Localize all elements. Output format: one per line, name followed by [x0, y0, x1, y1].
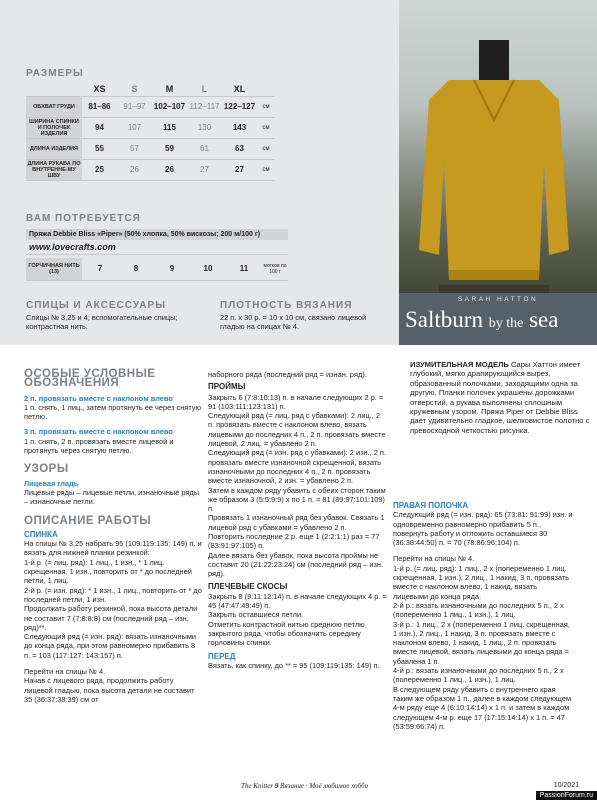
- need-heading: ВАМ ПОТРЕБУЕТСЯ: [26, 213, 141, 224]
- intro-text: ИЗУМИТЕЛЬНАЯ МОДЕЛЬ Сары Хаттон имеет глубокий, мягко драпирующийся вырез, образованный полочками, заходящими одна за другую. Планки полочек украшены дорожками отверстий, а рукава выполнены сплошным кружевным узором. Пряжа Piper от Debbie Bliss дает удивительно гладкое, шелковистое полотно с превосходной четкостью рисунка.: [410, 360, 590, 435]
- page-footer: [0, 779, 597, 793]
- needles-heading: СПИЦЫ И АКСЕССУАРЫ: [26, 300, 166, 311]
- gauge-text: 22 п. x 30 р. = 10 x 10 см, связано лицевой гладью на спицах № 4.: [220, 313, 367, 331]
- gauge-heading: ПЛОТНОСТЬ ВЯЗАНИЯ: [220, 300, 353, 311]
- column-2: наборного ряда (последний ряд = изнан. ряд). ПРОЙМЫ Закрыть 6 (7:8:10:13) п. в начале следующих 2 р. = 91 (103:111:123:131) п. Следующий ряд (= лиц. ряд с убавками): 2 лиц., 2 п. провязать вместе с наклоном влево, вязать лицевыми до последних 4 п., 2 п. провязать вместе лицевой, 2 лиц. = убавлено 2 п. Следующий ряд (= изн. ряд с убавками): 2 изн., 2 п. провязать вместе изнаночной скрещенной, вязать изнаночными до последних 4 п., 2 п. провязать вместе изнаночной, 2 изн. = убавлено 2 п. Затем в каждом ряду убавить с обеих сторон таким же образом 3 (5:5:9:9) х по 1 п. = 81 (89:97:101:109) п. Провязать 1 изнаночный ряд без убавок. Связать 1 лицевой ряд с убавками = убавлено 2 п. Повторить последние 2 р. еще 1 (2:2:1:1) раз = 77 (83:91:97:105) п. Далее вязать без убавок, пока высота проймы не составит 20 (21:22:23:24) см (последний ряд – изн. ряд). ПЛЕЧЕВЫЕ СКОСЫ Закрыть 8 (9:11:12:14) п. в начале следующих 4 р. = 45 (47:47:49:49) п. Закрыть оставшиеся петли. Отметить контрастной нитью среднюю петлю закрытого ряда, чтобы обозначить середину горловины спинки. ПЕРЕД Вязать, как спинку, до ** = 95 (109:119:135: 149) п.: [208, 370, 387, 670]
- column-1: ОСОБЫЕ УСЛОВНЫЕ ОБОЗНАЧЕНИЯ 2 п. провязать вместе с наклоном влево 1 п. снять, 1 лиц., затем протянуть ее через снятую петлю. 3 п. провязать вместе с наклоном влево 1 п. снять, 2 п. провязать вместе лицевой и протянуть через снятую петлю. УЗОРЫ Лицевая гладь Лицевые ряды – лицевые петли, изнаночные ряды – изнаночные петли. ОПИСАНИЕ РАБОТЫ СПИНКА На спицы № 3,25 набрать 95 (109:119:135: 149) п. и вязать для нижней планки резинкой: 1-й р. (= лиц. ряд): 1 лиц., 1 изн., * 1 лиц. скрещенная, 1 изн., повторить от * до последней петли, 1 лиц. 2-й р. (= изн. ряд): * 1 изн., 1 лиц., повторить от * до последней петли, 1 изн. Продолжать работу резинкой, пока высота детали не составит 7 (7:8:8:8) см (последний ряд – изн. ряд)**. Следующий ряд (= изн. ряд): вязать изнаночными до конца ряда, при этом равномерно прибавить 8 п. = 103 (117:127: 143:157) п. Перейти на спицы № 4. Начав с лицевого ряда, продолжить работу лицевой гладью, пока высота детали не составит 35 (36:37:38:39) см от: [24, 368, 202, 704]
- watermark: PassionForum.ru: [536, 791, 597, 800]
- size-table: XS S M L XL ОБХВАТ ГРУДИ 81–86 91–97 102–107 112–117 122–127 см ШИРИНА СПИНКИ И ПОЛОЧЕК ИЗДЕЛИЯ 94 107 115 130 143 см ДЛИНА ИЗДЕЛИЯ 55 57 59 61 63 см ДЛИНА РУКАВА ПО ВНУТРЕННЕ-МУ ШВУ 25 26 26 27 27 см: [26, 82, 275, 181]
- size-row: ДЛИНА РУКАВА ПО ВНУТРЕННЕ-МУ ШВУ 25 26 26 27 27 см: [26, 159, 275, 180]
- title-banner: [399, 293, 597, 345]
- footer-date: 10/2021: [553, 782, 579, 789]
- yarn-block: Пряжа Debbie Bliss «Piper» (50% хлопка, 50% вискозы; 200 м/100 г) www.lovecrafts.com ГОРЧИЧНАЯ НИТЬ (13) 7 8 9 10 11 мотков по 100 г: [26, 229, 288, 281]
- sizes-heading: РАЗМЕРЫ: [26, 68, 84, 79]
- size-row: ОБХВАТ ГРУДИ 81–86 91–97 102–107 112–117 122–127 см: [26, 96, 275, 117]
- footer-magazine: The Knitter 9 Вязание · Моё любимое хобби: [241, 782, 368, 790]
- sweater-image: [419, 40, 569, 300]
- column-3: ПРАВАЯ ПОЛОЧКА Следующий ряд (= изн. ряд): 65 (73:81: 91:99) изн. и одновременно равномерно прибавить 5 п., повернуть работу и отложить оставшиеся 30 (36:38:44:50) п. = 70 (78:86:96:104) п. Перейти на спицы № 4. 1-й р. (= лиц. ряд): 1 лиц., 2 x (попеременно 1 лиц. скрещенная, 1 изн.), 2 лиц., 1 накид, 3 п. провязать вместе с наклоном влево, 1 накид, вязать лицевыми до конца ряда. 2-й р.: вязать изнаночными до последних 5 п., 2 x (попеременно 1 лиц., 1 изн.), 1 лиц. 3-й р.: 1 лиц., 2 x (попеременно 1 лиц. скрещенная, 1 изн.), 2 лиц., 1 накид, 3 п. провязать вместе с наклоном влево, 1 накид, 1 лиц., 2 п. провязать вместе лицевой, вязать лицевыми до конца ряда = убавлена 1 п. 4-й р.: вязать изнаночными до последних 5 п., 2 x (попеременно 1 лиц., 1 изн.), 1 лиц. В следующем ряду убавить с внутреннего края таким же образом 1 п., далее в каждом следующем 4-м ряду еще 4 (6:10:14:14) x 1 п. и затем в каждом следующем 4-м р. еще 17 (17:15:14:14) x 1 п. = 47 (53:59:66:74) п.: [393, 501, 573, 731]
- pattern-title: Saltburn by the sea: [405, 307, 559, 332]
- yarn-site: www.lovecrafts.com: [26, 240, 288, 255]
- size-row: ДЛИНА ИЗДЕЛИЯ 55 57 59 61 63 см: [26, 138, 275, 159]
- needles-text: Спицы № 3,25 и 4; вспомогательные спицы; контрастная нить.: [26, 313, 178, 331]
- yarn-name: Пряжа Debbie Bliss «Piper» (50% хлопка, 50% вискозы; 200 м/100 г): [26, 229, 288, 240]
- author-name: SARAH HATTON: [457, 296, 539, 303]
- size-row: ШИРИНА СПИНКИ И ПОЛОЧЕК ИЗДЕЛИЯ 94 107 115 130 143 см: [26, 117, 275, 138]
